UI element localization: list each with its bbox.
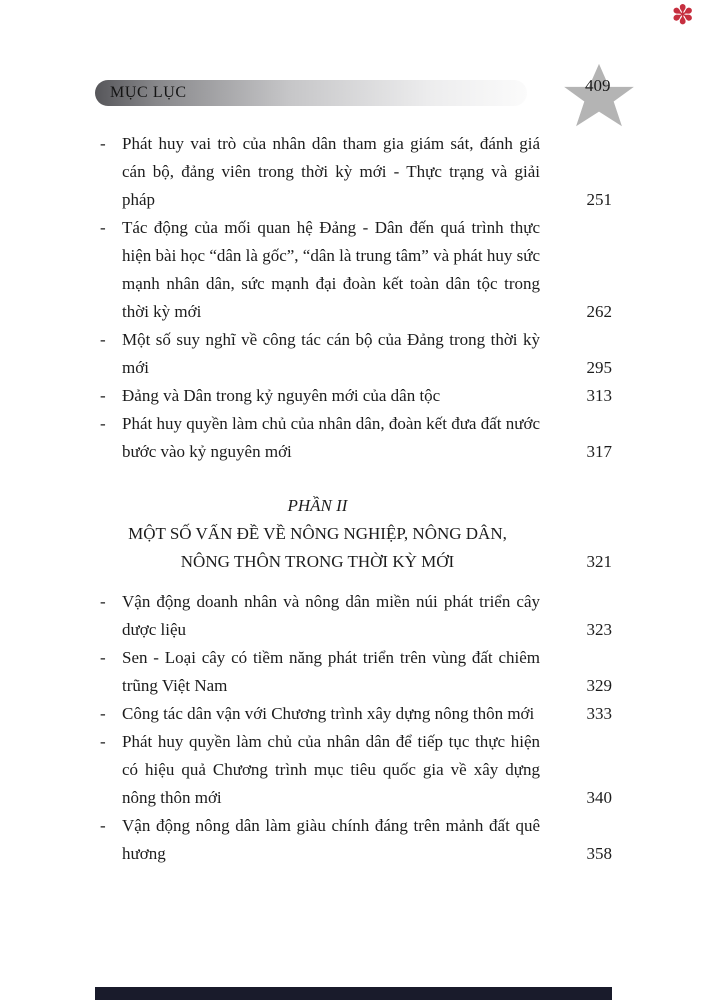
- page-title: MỤC LỤC: [110, 84, 187, 101]
- section-heading: [95, 492, 612, 576]
- entry-page-number: 317: [586, 442, 612, 461]
- toc-entry: [95, 588, 612, 644]
- toc-entry: [95, 728, 612, 812]
- entry-page-number: 333: [586, 704, 612, 723]
- section-page-number: 321: [586, 552, 612, 571]
- flower-icon: ✽: [671, 0, 694, 30]
- toc-entry: [95, 130, 612, 214]
- page-header: [95, 76, 612, 108]
- toc-entry: [95, 214, 612, 326]
- entry-title: Vận động doanh nhân và nông dân miền núi phát triển cây dược liệu: [122, 592, 540, 639]
- entry-page-number: 340: [586, 788, 612, 807]
- toc-part1-list: [95, 130, 612, 466]
- entry-dash: -: [100, 648, 106, 667]
- entry-title: Vận động nông dân làm giàu chính đáng trên mảnh đất quê hương: [122, 816, 540, 863]
- toc-entry: [95, 644, 612, 700]
- page-number: 409: [585, 76, 611, 95]
- entry-page-number: 262: [586, 302, 612, 321]
- entry-title: Đảng và Dân trong kỷ nguyên mới của dân tộc: [122, 386, 441, 405]
- toc-entry: [95, 812, 612, 868]
- entry-dash: -: [100, 134, 106, 153]
- toc-entry: [95, 382, 612, 410]
- entry-dash: -: [100, 592, 106, 611]
- entry-page-number: 323: [586, 620, 612, 639]
- entry-page-number: 358: [586, 844, 612, 863]
- entry-page-number: 251: [586, 190, 612, 209]
- entry-dash: -: [100, 330, 106, 349]
- entry-dash: -: [100, 732, 106, 751]
- entry-page-number: 313: [586, 386, 612, 405]
- entry-dash: -: [100, 386, 106, 405]
- table-of-contents: [95, 130, 612, 868]
- toc-entry: [95, 700, 612, 728]
- star-icon: [553, 63, 645, 129]
- footer-bar: [95, 987, 612, 1000]
- entry-page-number: 295: [586, 358, 612, 377]
- entry-title: Phát huy vai trò của nhân dân tham gia giám sát, đánh giá cán bộ, đảng viên trong thời kỳ mới - Thực trạng và giải pháp: [122, 134, 540, 209]
- section-label: PHẦN II: [287, 496, 348, 515]
- entry-title: Sen - Loại cây có tiềm năng phát triển trên vùng đất chiêm trũng Việt Nam: [122, 648, 540, 695]
- entry-title: Tác động của mối quan hệ Đảng - Dân đến quá trình thực hiện bài học “dân là gốc”, “dân là trung tâm” và phát huy sức mạnh nhân dân, sức mạnh đại đoàn kết toàn dân tộc trong thời kỳ mới: [122, 218, 541, 321]
- entry-title: Phát huy quyền làm chủ của nhân dân, đoàn kết đưa đất nước bước vào kỷ nguyên mới: [122, 414, 540, 461]
- header-bar: [95, 80, 527, 106]
- entry-title: Phát huy quyền làm chủ của nhân dân để tiếp tục thực hiện có hiệu quả Chương trình mục tiêu quốc gia về xây dựng nông thôn mới: [122, 732, 540, 807]
- page-number-badge: [553, 63, 645, 129]
- entry-page-number: 329: [586, 676, 612, 695]
- toc-part2-list: [95, 588, 612, 868]
- entry-title: Một số suy nghĩ về công tác cán bộ của Đảng trong thời kỳ mới: [122, 330, 540, 377]
- entry-dash: -: [100, 704, 106, 723]
- entry-title: Công tác dân vận với Chương trình xây dựng nông thôn mới: [122, 704, 535, 723]
- toc-entry: [95, 410, 612, 466]
- section-title-line2: NÔNG THÔN TRONG THỜI KỲ MỚI: [180, 552, 455, 571]
- entry-dash: -: [100, 816, 106, 835]
- entry-dash: -: [100, 218, 106, 237]
- section-title-line1: MỘT SỐ VẤN ĐỀ VỀ NÔNG NGHIỆP, NÔNG DÂN,: [128, 524, 507, 543]
- toc-entry: [95, 326, 612, 382]
- entry-dash: -: [100, 414, 106, 433]
